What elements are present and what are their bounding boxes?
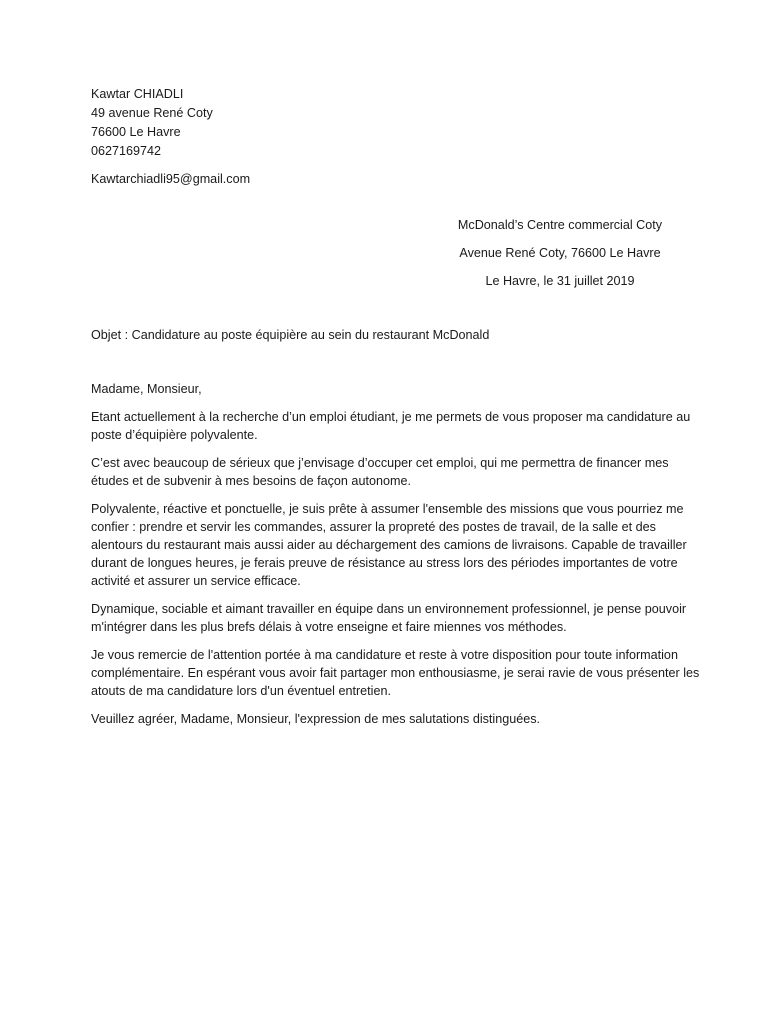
- sender-city: 76600 Le Havre: [91, 125, 181, 139]
- sender-phone: 0627169742: [91, 144, 162, 158]
- recipient-line1: McDonald’s Centre commercial Coty: [457, 218, 663, 232]
- sender-street: 49 avenue René Coty: [91, 106, 213, 120]
- sender-block: [91, 85, 213, 161]
- paragraph: Je vous remercie de l'attention portée à ma candidature et reste à votre disposition pour toute information complémentaire. En espérant vous avoir fait partager mon enthousiasme, je serai ravie de vous présenter les atouts de ma candidature lors d'un éventuel entretien.: [91, 648, 700, 698]
- recipient-line2: Avenue René Coty, 76600 Le Havre: [459, 246, 661, 260]
- sender-name: Kawtar CHIADLI: [91, 87, 184, 101]
- recipient-block: [440, 216, 680, 300]
- letter-date: Le Havre, le 31 juillet 2019: [485, 274, 635, 288]
- sender-email: Kawtarchiadli95@gmail.com: [91, 172, 251, 186]
- salutation: Madame, Monsieur,: [91, 382, 202, 396]
- paragraph: C’est avec beaucoup de sérieux que j’envisage d’occuper cet emploi, qui me permettra de financer mes études et de subvenir à mes besoins de façon autonome.: [91, 456, 669, 488]
- letter-subject: Objet : Candidature au poste équipière au sein du restaurant McDonald: [91, 328, 490, 342]
- closing-paragraph: Veuillez agréer, Madame, Monsieur, l'expression de mes salutations distinguées.: [91, 712, 541, 726]
- paragraph: Dynamique, sociable et aimant travailler en équipe dans un environnement professionnel, je pense pouvoir m'intégrer dans les plus brefs délais à votre enseigne et faire miennes vos méthodes.: [91, 602, 687, 634]
- paragraph: Etant actuellement à la recherche d’un emploi étudiant, je me permets de vous proposer ma candidature au poste d’équipière polyvalente.: [91, 410, 691, 442]
- paragraph: Polyvalente, réactive et ponctuelle, je suis prête à assumer l'ensemble des missions que vous pourriez me confier : prendre et servir les commandes, assurer la propreté des postes de travail, de la salle et des alentours du restaurant mais aussi aider au déchargement des camions de livraisons. Capable de travailler durant de longues heures, je ferais preuve de résistance au stress lors des périodes importantes de votre activité et assurer un service efficace.: [91, 502, 687, 588]
- letter-body: [91, 380, 701, 738]
